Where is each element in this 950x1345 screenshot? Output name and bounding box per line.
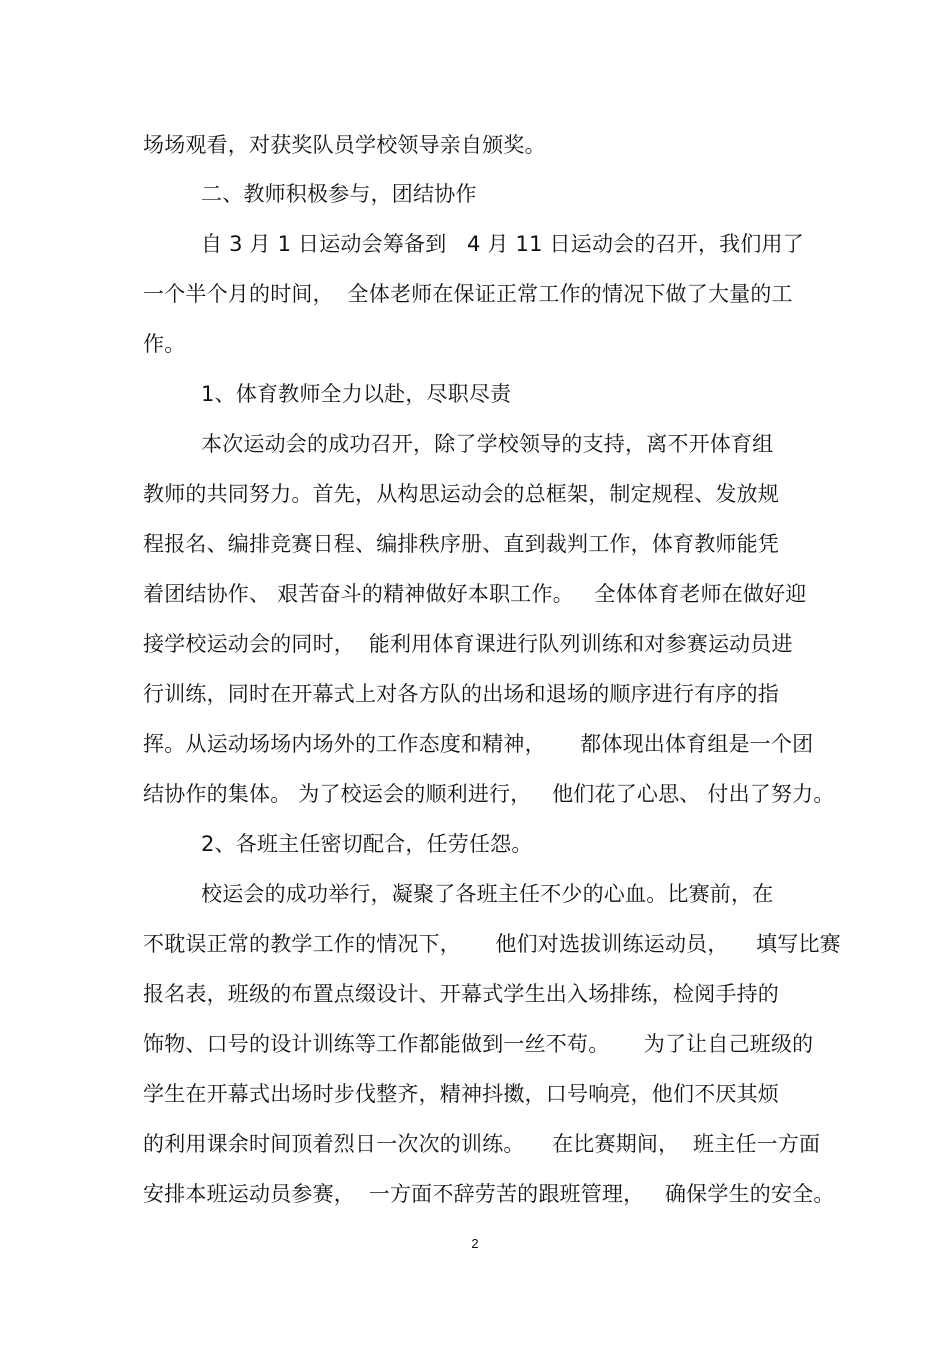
paragraph-line: 饰物、口号的设计训练等工作都能做到一丝不苟。 为了让自己班级的 xyxy=(143,1032,814,1056)
paragraph-line: 自 3 月 1 日运动会筹备到 4 月 11 日运动会的召开，我们用了 xyxy=(201,232,804,256)
subsection-heading: 2、各班主任密切配合，任劳任怨。 xyxy=(201,832,533,856)
paragraph-line: 挥。从运动场场内场外的工作态度和精神， 都体现出体育组是一个团 xyxy=(143,732,814,756)
page-number: 2 xyxy=(471,1236,479,1251)
subsection-heading: 1、体育教师全力以赴，尽职尽责 xyxy=(201,382,512,406)
paragraph-line: 学生在开幕式出场时步伐整齐，精神抖擞，口号响亮，他们不厌其烦 xyxy=(143,1082,779,1106)
paragraph-line: 接学校运动会的同时， 能利用体育课进行队列训练和对参赛运动员进 xyxy=(143,632,793,656)
text-line: 场场观看，对获奖队员学校领导亲自颁奖。 xyxy=(143,133,546,157)
paragraph-line: 行训练，同时在开幕式上对各方队的出场和退场的顺序进行有序的指 xyxy=(143,682,779,706)
paragraph-line: 安排本班运动员参赛， 一方面不辞劳苦的跟班管理， 确保学生的安全。 xyxy=(143,1182,835,1206)
paragraph-line: 程报名、编排竞赛日程、编排秩序册、直到裁判工作，体育教师能凭 xyxy=(143,532,779,556)
paragraph-line: 校运会的成功举行，凝聚了各班主任不少的心血。比赛前，在 xyxy=(201,882,774,906)
paragraph-line: 不耽误正常的教学工作的情况下， 他们对选拔训练运动员， 填写比赛 xyxy=(143,932,841,956)
paragraph-line: 作。 xyxy=(143,332,186,356)
paragraph-line: 报名表，班级的布置点缀设计、开幕式学生出入场排练，检阅手持的 xyxy=(143,982,779,1006)
paragraph-line: 教师的共同努力。首先，从构思运动会的总框架，制定规程、发放规 xyxy=(143,482,779,506)
paragraph-line: 结协作的集体。 为了校运会的顺利进行， 他们花了心思、 付出了努力。 xyxy=(143,782,835,806)
paragraph-line: 本次运动会的成功召开，除了学校领导的支持，离不开体育组 xyxy=(201,432,774,456)
paragraph-line: 着团结协作、 艰苦奋斗的精神做好本职工作。 全体体育老师在做好迎 xyxy=(143,582,807,606)
section-heading: 二、教师积极参与，团结协作 xyxy=(201,182,477,206)
paragraph-line: 的利用课余时间顶着烈日一次次的训练。 在比赛期间， 班主任一方面 xyxy=(143,1132,821,1156)
paragraph-line: 一个半个月的时间， 全体老师在保证正常工作的情况下做了大量的工 xyxy=(143,282,793,306)
